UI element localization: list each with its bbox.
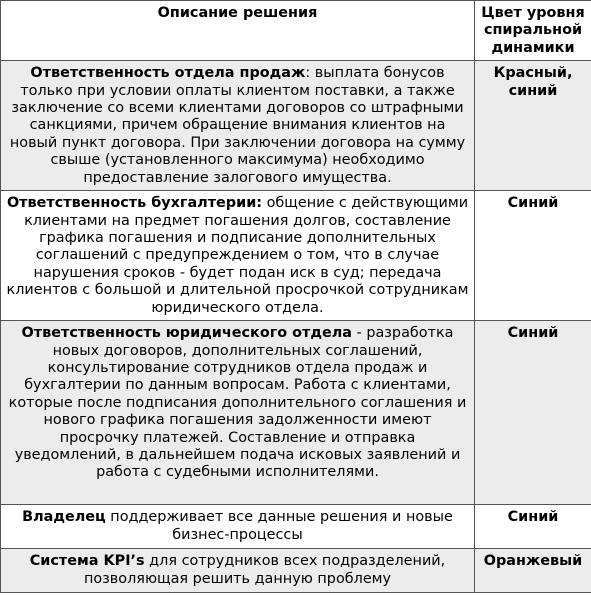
row-text: поддерживает все данные решения и новые бизнес-процессы xyxy=(105,509,453,543)
row-color: Синий xyxy=(475,191,591,321)
row-color: Синий xyxy=(475,505,591,549)
row-description xyxy=(1,191,475,321)
row-text: для сотрудников всех подразделений, позволяющая решить данную проблему xyxy=(83,553,446,587)
row-description xyxy=(1,505,475,549)
row-lead: Владелец xyxy=(22,509,106,526)
row-lead: Ответственность бухгалтерии: xyxy=(6,195,263,212)
row-lead: Ответственность отдела продаж xyxy=(30,65,306,82)
table-header-row xyxy=(1,1,591,61)
row-lead: Система KPI’s xyxy=(29,553,145,570)
table-row xyxy=(1,61,591,191)
row-color: Оранжевый xyxy=(475,549,591,593)
header-spiral-color: Цвет уровня спиральной динамики xyxy=(475,1,591,61)
row-text: : выплата бонусов только при условии оплаты клиентом поставки, а также заключение со всеми клиентами договоров со штрафными санкциями, причем обращение внимания клиентов на новый пункт договора. При заключении договора на сумму свыше (установленного максимума) необходимо предоставление залогового имущества. xyxy=(9,65,466,186)
row-text: общение с действующими клиентами на предмет погашения долгов, составление графика погашения и подписание дополнительных соглашений с предупреждением о том, что в случае нарушения сроков - будет подан иск в суд; передача клиентов с большой и длительной просрочкой сотрудникам юридического отдела. xyxy=(6,195,469,316)
table-row xyxy=(1,191,591,321)
header-description: Описание решения xyxy=(1,1,475,61)
table-row xyxy=(1,505,591,549)
row-color: Синий xyxy=(475,321,591,505)
table-row xyxy=(1,549,591,593)
row-lead: Ответственность юридического отдела xyxy=(21,325,352,342)
row-description xyxy=(1,549,475,593)
table-row xyxy=(1,321,591,505)
row-text: - разработка новых договоров, дополнительных соглашений, консультирование сотрудников отдела продаж и бухгалтерии по данным вопросам. Работа с клиентами, которые после подписания дополнительного соглашения и нового графика погашения задолженности имеют просрочку платежей. Составление и отправка уведомлений, в дальнейшем подача исковых заявлений и работа с судебными исполнителями. xyxy=(8,325,467,481)
row-description xyxy=(1,61,475,191)
row-color: Красный, синий xyxy=(475,61,591,191)
row-description xyxy=(1,321,475,505)
